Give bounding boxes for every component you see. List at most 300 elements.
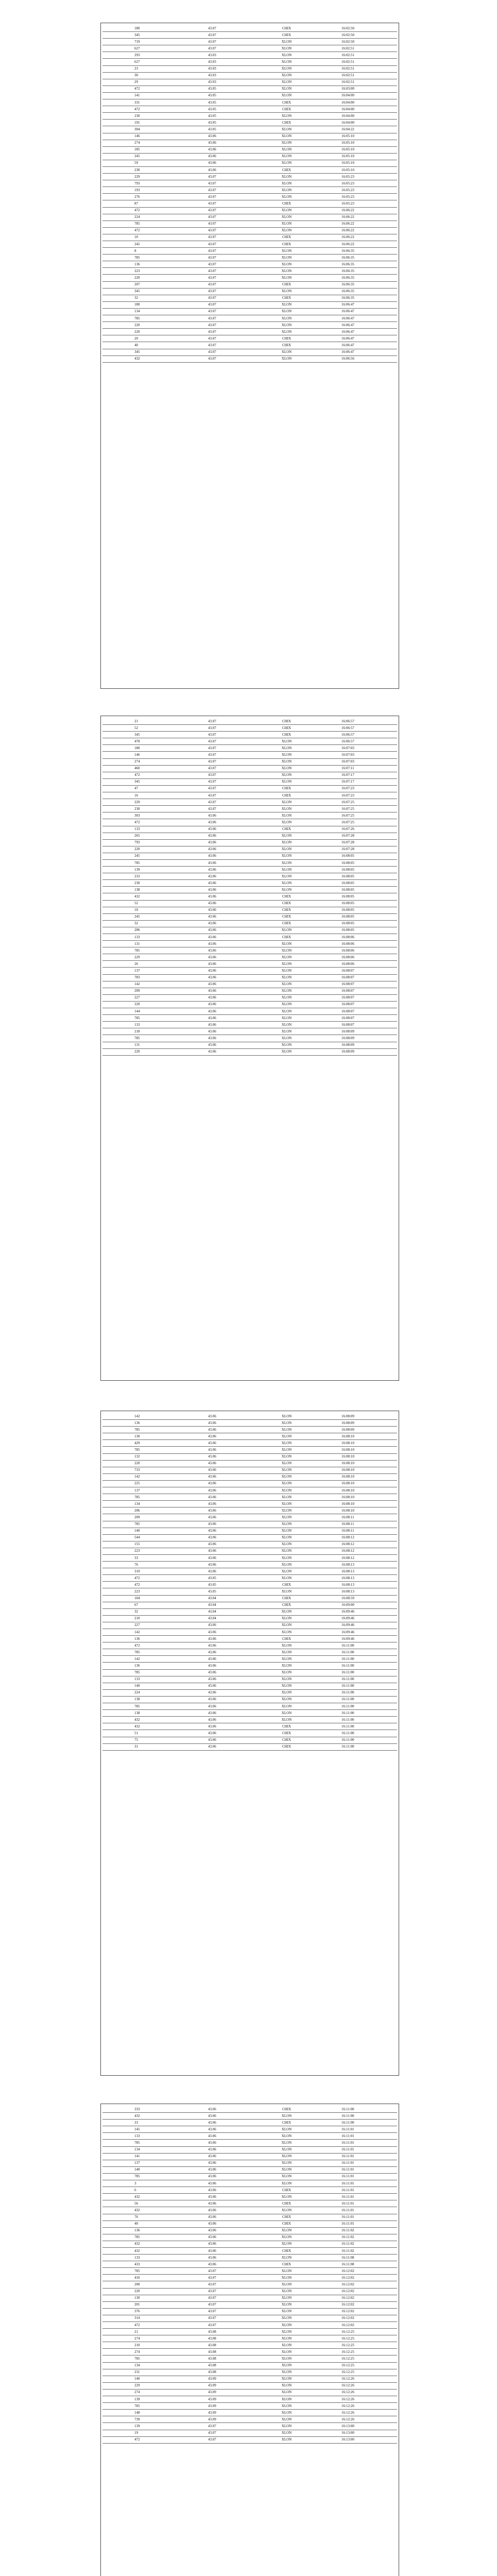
trade-quantity: 52 <box>102 725 176 732</box>
trade-time: 16:08:05 <box>323 880 397 887</box>
table-row <box>102 2281 397 2288</box>
trade-time: 16:06:35 <box>323 261 397 268</box>
table-row <box>102 1642 397 1649</box>
trade-price: 43.06 <box>176 954 250 961</box>
trade-time: 16:08:10 <box>323 1433 397 1440</box>
trade-time: 16:11:02 <box>323 2227 397 2234</box>
table-row <box>102 2146 397 2153</box>
trade-price: 43.07 <box>176 349 250 355</box>
trade-price: 43.06 <box>176 1433 250 1440</box>
table-row <box>102 1669 397 1676</box>
trade-time: 16:08:07 <box>323 981 397 988</box>
trade-time: 16:07:03 <box>323 745 397 752</box>
trade-quantity: 136 <box>102 1636 176 1642</box>
trade-quantity: 224 <box>102 214 176 221</box>
table-row <box>102 248 397 255</box>
trade-price: 43.06 <box>176 1413 250 1420</box>
trade-quantity: 331 <box>102 99 176 106</box>
trade-quantity: 785 <box>102 859 176 866</box>
trade-venue: CHIX <box>250 2200 323 2207</box>
trade-venue: XLON <box>250 1487 323 1494</box>
trade-quantity: 220 <box>102 1460 176 1467</box>
trade-price: 43.06 <box>176 947 250 954</box>
trade-venue: XLON <box>250 2362 323 2369</box>
trade-venue: XLON <box>250 315 323 322</box>
trade-time: 16:11:01 <box>323 2221 397 2227</box>
trade-venue: CHIX <box>250 1595 323 1602</box>
trade-price: 43.07 <box>176 275 250 281</box>
table-row <box>102 275 397 281</box>
trade-venue: XLON <box>250 1562 323 1568</box>
trade-price: 43.06 <box>176 1562 250 1568</box>
trade-quantity: 460 <box>102 765 176 772</box>
trade-venue: XLON <box>250 2396 323 2403</box>
trade-price: 43.06 <box>176 2234 250 2241</box>
trade-price: 43.07 <box>176 355 250 362</box>
trade-venue: XLON <box>250 1507 323 1514</box>
trade-time: 16:06:47 <box>323 349 397 355</box>
trade-price: 43.04 <box>176 1602 250 1608</box>
trade-price: 43.06 <box>176 1669 250 1676</box>
trade-time: 16:07:23 <box>323 785 397 792</box>
trade-time: 16:08:12 <box>323 1548 397 1554</box>
trade-quantity: 104 <box>102 1595 176 1602</box>
trade-venue: XLON <box>250 45 323 52</box>
table-row <box>102 1663 397 1669</box>
trade-time: 16:07:28 <box>323 846 397 853</box>
table-row <box>102 1507 397 1514</box>
table-row <box>102 1595 397 1602</box>
trade-quantity: 21 <box>102 2329 176 2335</box>
table-row <box>102 2180 397 2187</box>
trade-venue: CHIX <box>250 281 323 288</box>
trade-venue: XLON <box>250 1608 323 1615</box>
table-row <box>102 1413 397 1420</box>
trade-time: 16:11:02 <box>323 2241 397 2247</box>
trade-quantity: 314 <box>102 2315 176 2321</box>
table-row <box>102 2268 397 2275</box>
trade-quantity: 207 <box>102 281 176 288</box>
trade-venue: CHIX <box>250 2261 323 2268</box>
trade-quantity: 136 <box>102 1420 176 1427</box>
table-row <box>102 295 397 301</box>
trade-time: 16:06:47 <box>323 335 397 342</box>
trade-quantity: 785 <box>102 1649 176 1656</box>
trade-quantity: 138 <box>102 1696 176 1703</box>
trade-venue: XLON <box>250 968 323 974</box>
trade-time: 16:06:22 <box>323 241 397 248</box>
trade-time: 16:05:10 <box>323 140 397 146</box>
trade-quantity: 201 <box>102 2301 176 2308</box>
table-row <box>102 2153 397 2160</box>
trade-price: 43.07 <box>176 315 250 322</box>
trade-quantity: 133 <box>102 1676 176 1683</box>
table-row <box>102 1582 397 1588</box>
trade-venue: XLON <box>250 1568 323 1575</box>
trade-price: 43.06 <box>176 1730 250 1737</box>
trade-time: 16:11:00 <box>323 2113 397 2120</box>
trade-time: 16:08:10 <box>323 1447 397 1453</box>
trade-time: 16:04:00 <box>323 120 397 126</box>
trade-price: 43.03 <box>176 72 250 79</box>
trade-venue: XLON <box>250 1514 323 1521</box>
trade-venue: CHIX <box>250 725 323 732</box>
table-row <box>102 1467 397 1473</box>
trade-time: 16:11:00 <box>323 1730 397 1737</box>
trade-price: 43.06 <box>176 1494 250 1501</box>
trade-price: 43.08 <box>176 2349 250 2355</box>
trade-price: 43.06 <box>176 1642 250 1649</box>
table-row <box>102 1602 397 1608</box>
table-row <box>102 974 397 981</box>
trade-quantity: 40 <box>102 2221 176 2227</box>
table-row <box>102 2342 397 2349</box>
trade-venue: XLON <box>250 2382 323 2389</box>
trade-price: 43.07 <box>176 214 250 221</box>
trade-price: 43.06 <box>176 140 250 146</box>
trade-quantity: 59 <box>102 160 176 166</box>
table-row <box>102 2120 397 2126</box>
trade-quantity: 345 <box>102 778 176 785</box>
trade-time: 16:08:13 <box>323 1588 397 1595</box>
trade-time: 16:11:02 <box>323 2234 397 2241</box>
trade-time: 16:05:23 <box>323 194 397 200</box>
trade-price: 43.07 <box>176 45 250 52</box>
trade-venue: XLON <box>250 2166 323 2173</box>
table-row <box>102 2308 397 2315</box>
trade-venue: XLON <box>250 2268 323 2275</box>
trade-venue: XLON <box>250 194 323 200</box>
trade-quantity: 627 <box>102 59 176 65</box>
trade-venue: XLON <box>250 2173 323 2180</box>
trade-venue: XLON <box>250 72 323 79</box>
trade-time: 16:11:01 <box>323 2140 397 2146</box>
trade-price: 43.06 <box>176 873 250 880</box>
trade-venue: XLON <box>250 2180 323 2187</box>
table-row <box>102 2261 397 2268</box>
table-row <box>102 1473 397 1480</box>
trade-quantity: 76 <box>102 2214 176 2221</box>
trade-time: 16:12:02 <box>323 2315 397 2321</box>
table-row <box>102 2227 397 2234</box>
table-row <box>102 745 397 752</box>
trade-quantity: 40 <box>102 342 176 349</box>
trade-time: 16:06:47 <box>323 301 397 308</box>
trade-time: 16:08:10 <box>323 1494 397 1501</box>
table-row <box>102 227 397 234</box>
trade-quantity: 274 <box>102 2335 176 2342</box>
trade-quantity: 432 <box>102 1717 176 1723</box>
trade-price: 43.06 <box>176 153 250 160</box>
trade-venue: CHIX <box>250 900 323 907</box>
trade-time: 16:12:26 <box>323 2416 397 2423</box>
trade-quantity: 544 <box>102 1534 176 1541</box>
trade-venue: XLON <box>250 301 323 308</box>
trade-venue: CHIX <box>250 99 323 106</box>
trade-quantity: 224 <box>102 1689 176 1696</box>
table-row <box>102 738 397 745</box>
trade-quantity: 148 <box>102 2410 176 2416</box>
trade-time: 16:08:11 <box>323 1528 397 1534</box>
trade-time: 16:05:10 <box>323 166 397 173</box>
trade-venue: XLON <box>250 1460 323 1467</box>
trade-time: 16:11:00 <box>323 1723 397 1730</box>
table-row <box>102 200 397 207</box>
trade-price: 43.05 <box>176 1588 250 1595</box>
trade-venue: XLON <box>250 1427 323 1433</box>
trade-time: 16:08:07 <box>323 1022 397 1028</box>
trade-price: 43.06 <box>176 1737 250 1743</box>
trade-quantity: 137 <box>102 1487 176 1494</box>
table-row <box>102 2166 397 2173</box>
trade-price: 43.09 <box>176 2416 250 2423</box>
table-row <box>102 934 397 941</box>
trade-time: 16:08:09 <box>323 1028 397 1035</box>
trade-price: 43.06 <box>176 1541 250 1548</box>
table-row <box>102 812 397 819</box>
trade-quantity: 220 <box>102 2288 176 2295</box>
table-row <box>102 1629 397 1636</box>
trade-quantity: 87 <box>102 200 176 207</box>
trade-quantity: 719 <box>102 39 176 45</box>
trade-venue: XLON <box>250 261 323 268</box>
trade-time: 16:12:26 <box>323 2389 397 2396</box>
trade-venue: XLON <box>250 308 323 315</box>
trade-price: 43.06 <box>176 2166 250 2173</box>
trade-time: 16:02:51 <box>323 65 397 72</box>
trade-price: 43.07 <box>176 2436 250 2443</box>
trade-price: 43.07 <box>176 2423 250 2430</box>
trade-venue: XLON <box>250 1649 323 1656</box>
table-row <box>102 2430 397 2436</box>
table-row <box>102 981 397 988</box>
trade-venue: CHIX <box>250 920 323 927</box>
trade-quantity: 783 <box>102 974 176 981</box>
trade-time: 16:06:35 <box>323 281 397 288</box>
trade-time: 16:08:13 <box>323 1562 397 1568</box>
trade-venue: XLON <box>250 961 323 968</box>
trade-quantity: 210 <box>102 1615 176 1622</box>
trade-venue: XLON <box>250 867 323 873</box>
trade-quantity: 209 <box>102 988 176 994</box>
trade-venue: XLON <box>250 2335 323 2342</box>
trade-quantity: 75 <box>102 1737 176 1743</box>
trade-quantity: 133 <box>102 2255 176 2261</box>
trade-time: 16:12:02 <box>323 2288 397 2295</box>
trade-venue: CHIX <box>250 934 323 941</box>
trade-quantity: 191 <box>102 120 176 126</box>
table-row <box>102 1447 397 1453</box>
trade-venue: XLON <box>250 806 323 812</box>
trade-venue: XLON <box>250 853 323 859</box>
trade-venue: XLON <box>250 2241 323 2247</box>
trade-price: 43.06 <box>176 1507 250 1514</box>
trade-time: 16:11:00 <box>323 1656 397 1663</box>
trade-price: 43.06 <box>176 2120 250 2126</box>
trade-quantity: 472 <box>102 2322 176 2329</box>
trade-price: 43.08 <box>176 2362 250 2369</box>
trade-price: 43.07 <box>176 758 250 765</box>
trade-price: 43.07 <box>176 194 250 200</box>
trade-venue: XLON <box>250 153 323 160</box>
trade-time: 16:06:35 <box>323 255 397 261</box>
trade-quantity: 472 <box>102 1642 176 1649</box>
trade-time: 16:08:10 <box>323 1467 397 1473</box>
table-row <box>102 166 397 173</box>
trade-price: 43.08 <box>176 2329 250 2335</box>
trade-price: 43.06 <box>176 1676 250 1683</box>
trade-time: 16:12:25 <box>323 2369 397 2376</box>
table-row <box>102 887 397 893</box>
trade-time: 16:08:07 <box>323 1008 397 1015</box>
table-row <box>102 1622 397 1629</box>
table-row <box>102 1676 397 1683</box>
trade-price: 43.05 <box>176 120 250 126</box>
trade-price: 43.07 <box>176 342 250 349</box>
trade-quantity: 220 <box>102 846 176 853</box>
trade-price: 43.06 <box>176 2180 250 2187</box>
table-row <box>102 1022 397 1028</box>
table-row <box>102 1636 397 1642</box>
trade-venue: CHIX <box>250 2214 323 2221</box>
trade-price: 43.06 <box>176 819 250 826</box>
trade-quantity: 140 <box>102 1683 176 1689</box>
trade-quantity: 193 <box>102 187 176 194</box>
trade-time: 16:07:26 <box>323 826 397 833</box>
trade-quantity: 785 <box>102 1494 176 1501</box>
trade-price: 43.06 <box>176 1015 250 1022</box>
trade-venue: XLON <box>250 268 323 275</box>
table-row <box>102 2255 397 2261</box>
table-row <box>102 947 397 954</box>
trade-price: 43.06 <box>176 812 250 819</box>
table-row <box>102 342 397 349</box>
trade-time: 16:02:51 <box>323 59 397 65</box>
trade-price: 43.06 <box>176 941 250 947</box>
trade-price: 43.06 <box>176 1028 250 1035</box>
table-row <box>102 968 397 974</box>
trade-quantity: 432 <box>102 2194 176 2200</box>
table-row <box>102 806 397 812</box>
trade-quantity: 145 <box>102 2126 176 2133</box>
trade-price: 43.09 <box>176 2410 250 2416</box>
trade-venue: CHIX <box>250 1582 323 1588</box>
trade-time: 16:06:47 <box>323 342 397 349</box>
trade-price: 43.06 <box>176 2227 250 2234</box>
trade-time: 16:08:05 <box>323 907 397 913</box>
trade-quantity: 134 <box>102 2362 176 2369</box>
trade-venue: XLON <box>250 738 323 745</box>
trade-time: 16:06:35 <box>323 275 397 281</box>
table-row <box>102 2194 397 2200</box>
trade-venue: XLON <box>250 2301 323 2308</box>
trade-quantity: 47 <box>102 785 176 792</box>
trade-venue: XLON <box>250 758 323 765</box>
trade-price: 43.07 <box>176 187 250 194</box>
trade-time: 16:03:00 <box>323 86 397 92</box>
trade-time: 16:12:26 <box>323 2410 397 2416</box>
trade-time: 16:08:10 <box>323 1453 397 1460</box>
trade-time: 16:11:00 <box>323 1710 397 1717</box>
table-row <box>102 1696 397 1703</box>
table-row <box>102 893 397 900</box>
table-row <box>102 255 397 261</box>
trade-price: 43.07 <box>176 2281 250 2288</box>
trade-venue: XLON <box>250 1433 323 1440</box>
trade-time: 16:08:10 <box>323 1440 397 1447</box>
trade-quantity: 33 <box>102 1554 176 1561</box>
table-row <box>102 2221 397 2227</box>
trade-quantity: 472 <box>102 819 176 826</box>
trade-venue: CHIX <box>250 166 323 173</box>
table-row <box>102 853 397 859</box>
trade-venue: XLON <box>250 2234 323 2241</box>
trade-quantity: 210 <box>102 2342 176 2349</box>
table-row <box>102 2247 397 2254</box>
trade-price: 43.06 <box>176 2140 250 2146</box>
trade-time: 16:08:10 <box>323 1487 397 1494</box>
trade-quantity: 785 <box>102 2355 176 2362</box>
trade-quantity: 33 <box>102 2120 176 2126</box>
trade-quantity: 410 <box>102 2275 176 2281</box>
trade-quantity: 785 <box>102 1703 176 1710</box>
trade-time: 16:09:46 <box>323 1608 397 1615</box>
trade-quantity: 206 <box>102 927 176 934</box>
trade-price: 43.07 <box>176 207 250 214</box>
trade-price: 43.07 <box>176 308 250 315</box>
trade-time: 16:12:02 <box>323 2295 397 2301</box>
trade-price: 43.06 <box>176 2241 250 2247</box>
trade-quantity: 276 <box>102 194 176 200</box>
trade-price: 43.07 <box>176 301 250 308</box>
trade-venue: XLON <box>250 2227 323 2234</box>
trade-price: 43.06 <box>176 1636 250 1642</box>
trade-quantity: 23 <box>102 65 176 72</box>
trade-venue: CHIX <box>250 1730 323 1737</box>
trade-venue: XLON <box>250 1042 323 1048</box>
trade-time: 16:06:57 <box>323 738 397 745</box>
table-row <box>102 52 397 59</box>
trade-venue: XLON <box>250 1447 323 1453</box>
trade-venue: CHIX <box>250 120 323 126</box>
trade-time: 16:08:06 <box>323 961 397 968</box>
table-row <box>102 329 397 335</box>
trade-time: 16:08:05 <box>323 853 397 859</box>
trade-time: 16:08:06 <box>323 954 397 961</box>
trade-quantity: 345 <box>102 288 176 295</box>
table-row <box>102 221 397 227</box>
table-row <box>102 2410 397 2416</box>
trade-time: 16:09:00 <box>323 1602 397 1608</box>
trade-price: 43.09 <box>176 2403 250 2410</box>
trade-time: 16:12:25 <box>323 2349 397 2355</box>
table-row <box>102 752 397 758</box>
trade-quantity: 472 <box>102 227 176 234</box>
table-row <box>102 920 397 927</box>
trade-quantity: 140 <box>102 2166 176 2173</box>
trade-time: 16:12:26 <box>323 2396 397 2403</box>
trade-quantity: 793 <box>102 839 176 846</box>
table-row <box>102 2436 397 2443</box>
trade-price: 43.09 <box>176 2382 250 2389</box>
trade-time: 16:12:25 <box>323 2355 397 2362</box>
trade-venue: XLON <box>250 2288 323 2295</box>
trade-venue: XLON <box>250 812 323 819</box>
trade-time: 16:11:01 <box>323 2146 397 2153</box>
trade-price: 43.07 <box>176 745 250 752</box>
trade-venue: XLON <box>250 2295 323 2301</box>
trade-venue: XLON <box>250 2342 323 2349</box>
